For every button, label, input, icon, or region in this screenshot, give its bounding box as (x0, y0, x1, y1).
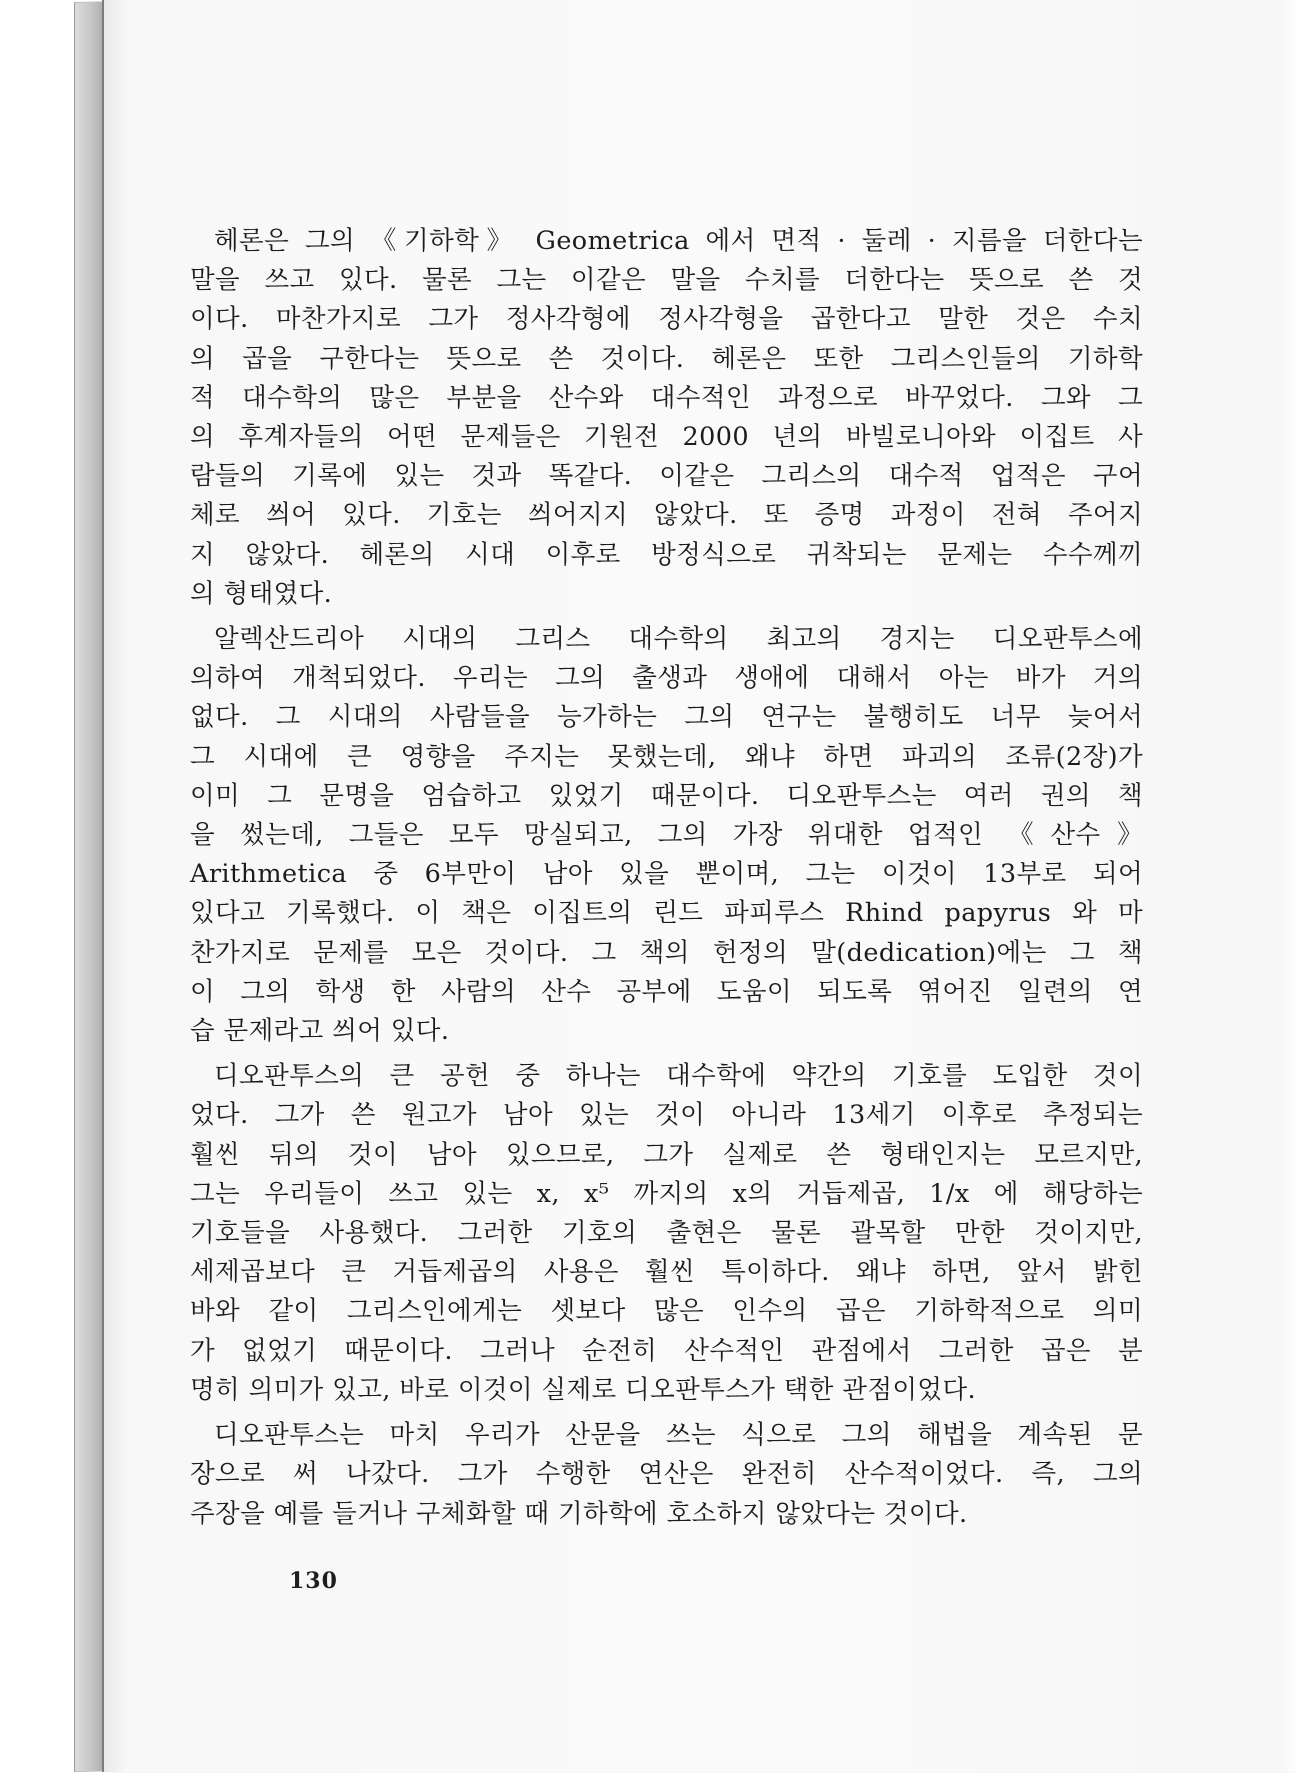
paragraph (190, 222, 1143, 614)
text-line: 찬가지로 문제를 모은 것이다. 그 책의 헌정의 말(dedication)에는 그 책 (190, 937, 1143, 968)
text-line: 그 시대에 큰 영향을 주지는 못했는데, 왜냐 하면 파괴의 조류(2장)가 (190, 741, 1143, 772)
text-line: 말을 쓰고 있다. 물론 그는 이같은 말을 수치를 더한다는 뜻으로 쓴 것 (190, 265, 1143, 296)
text-line: 이다. 마찬가지로 그가 정사각형에 정사각형을 곱한다고 말한 것은 수치 (190, 304, 1143, 335)
text-line: 바와 같이 그리스인에게는 셋보다 많은 인수의 곱은 기하학적으로 의미 (190, 1296, 1143, 1327)
text-line: 장으로 써 나갔다. 그가 수행한 연산은 완전히 산수적이었다. 즉, 그의 (190, 1459, 1143, 1490)
text-line: 의 후계자들의 어떤 문제들은 기원전 2000 년의 바빌로니아와 이집트 사 (190, 422, 1143, 453)
text-line: 명히 의미가 있고, 바로 이것이 실제로 디오판투스가 택한 관점이었다. (190, 1374, 976, 1405)
text-line: 을 썼는데, 그들은 모두 망실되고, 그의 가장 위대한 업적인 《산수》 (190, 820, 1143, 851)
text-line: 헤론은 그의 《기하학》 Geometrica 에서 면적 · 둘레 · 지름을 더한다는 (214, 226, 1143, 256)
text-line: 알렉산드리아 시대의 그리스 대수학의 최고의 경지는 디오판투스에 (214, 624, 1143, 655)
text-line: 가 없었기 때문이다. 그러나 순전히 산수적인 관점에서 그러한 곱은 분 (190, 1335, 1143, 1366)
text-line: 적 대수학의 많은 부분을 산수와 대수적인 과정으로 바꾸었다. 그와 그 (190, 382, 1143, 413)
text-line: 이미 그 문명을 엄습하고 있었기 때문이다. 디오판투스는 여러 권의 책 (190, 780, 1143, 811)
text-line: 있다고 기록했다. 이 책은 이집트의 린드 파피루스 Rhind papyrus 와 마 (190, 898, 1143, 929)
book-spine (74, 1, 105, 1772)
text-line: 습 문제라고 씌어 있다. (190, 1016, 450, 1047)
paragraph (190, 620, 1143, 1051)
text-line: 었다. 그가 쓴 원고가 남아 있는 것이 아니라 13세기 이후로 추정되는 (190, 1100, 1143, 1131)
text-line: 의하여 개척되었다. 우리는 그의 출생과 생애에 대해서 아는 바가 거의 (190, 663, 1143, 694)
text-line: 세제곱보다 큰 거듭제곱의 사용은 훨씬 특이하다. 왜냐 하면, 앞서 밝힌 (190, 1257, 1143, 1288)
text-line: 그는 우리들이 쓰고 있는 x, x⁵ 까지의 x의 거듭제곱, 1/x 에 해당하는 (190, 1178, 1143, 1209)
paragraph (190, 1057, 1143, 1410)
text-line: 의 형태였다. (190, 578, 333, 609)
text-line: 디오판투스는 마치 우리가 산문을 쓰는 식으로 그의 해법을 계속된 문 (214, 1420, 1143, 1451)
text-line: Arithmetica 중 6부만이 남아 있을 뿐이며, 그는 이것이 13부로 되어 (190, 859, 1143, 890)
text-line: 기호들을 사용했다. 그러한 기호의 출현은 물론 괄목할 만한 것이지만, (190, 1218, 1143, 1249)
text-line: 지 않았다. 헤론의 시대 이후로 방정식으로 귀착되는 문제는 수수께끼 (190, 539, 1143, 570)
page-body-text (190, 222, 1143, 1540)
text-line: 디오판투스의 큰 공헌 중 하나는 대수학에 약간의 기호를 도입한 것이 (214, 1061, 1143, 1092)
text-line: 람들의 기록에 있는 것과 똑같다. 이같은 그리스의 대수적 업적은 구어 (190, 461, 1143, 492)
text-line: 의 곱을 구한다는 뜻으로 쓴 것이다. 헤론은 또한 그리스인들의 기하학 (190, 343, 1143, 374)
text-line: 훨씬 뒤의 것이 남아 있으므로, 그가 실제로 쓴 형태인지는 모르지만, (190, 1139, 1143, 1170)
text-line: 이 그의 학생 한 사람의 산수 공부에 도움이 되도록 엮어진 일련의 연 (190, 976, 1143, 1007)
page-number: 130 (289, 1568, 338, 1594)
text-line: 없다. 그 시대의 사람들을 능가하는 그의 연구는 불행히도 너무 늦어서 (190, 702, 1143, 733)
text-line: 주장을 예를 들거나 구체화할 때 기하학에 호소하지 않았다는 것이다. (190, 1498, 968, 1529)
paragraph (190, 1416, 1143, 1534)
text-line: 체로 씌어 있다. 기호는 씌어지지 않았다. 또 증명 과정이 전혀 주어지 (190, 500, 1143, 531)
page-edge-shadow (1278, 0, 1296, 1772)
